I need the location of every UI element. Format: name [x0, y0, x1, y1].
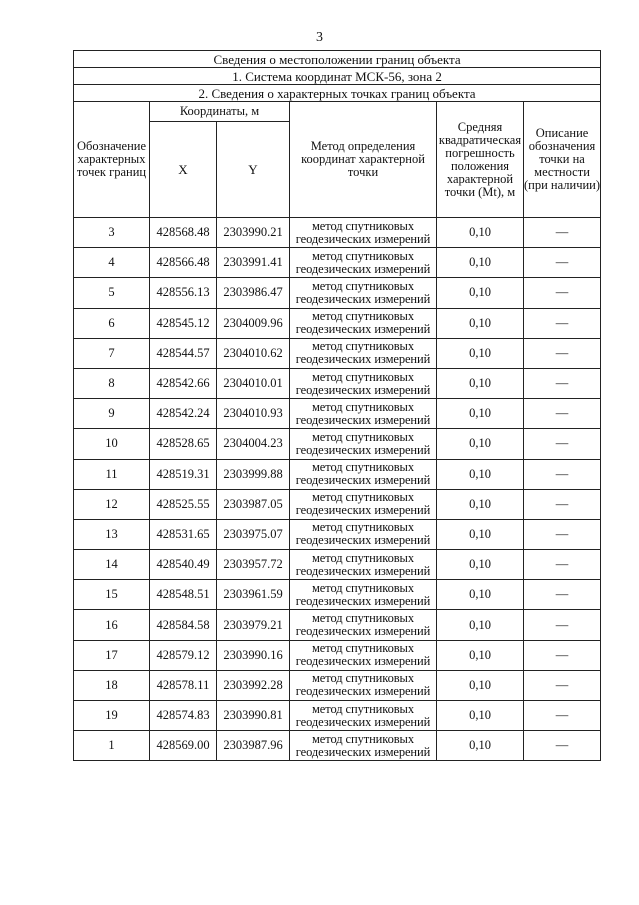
point-id: 14	[74, 550, 150, 580]
method-line-1: метод спутниковых	[312, 490, 414, 505]
method-line-1: метод спутниковых	[312, 611, 414, 626]
error-value: 0,10	[437, 640, 524, 670]
point-id: 5	[74, 278, 150, 308]
description: —	[524, 338, 601, 368]
method-line-2: геодезических измерений	[295, 503, 431, 518]
coord-x: 428545.12	[150, 308, 217, 338]
error-value: 0,10	[437, 670, 524, 700]
coord-y: 2303979.21	[217, 610, 290, 640]
coord-x: 428574.83	[150, 701, 217, 731]
header-y: Y	[217, 122, 290, 218]
error-value: 0,10	[437, 489, 524, 519]
table-row	[74, 459, 601, 489]
method-line-1: метод спутниковых	[312, 218, 414, 233]
method-line-2: геодезических измерений	[295, 714, 431, 729]
coord-x: 428542.66	[150, 368, 217, 398]
header-error: Средняя квадратическая погрешность положения характерной точки (Mt), м	[437, 102, 524, 218]
page-number: 3	[316, 30, 323, 45]
error-value: 0,10	[437, 459, 524, 489]
coordinate-system: 1. Система координат МСК-56, зона 2	[74, 68, 601, 85]
method-line-2: геодезических измерений	[295, 382, 431, 397]
method-line-2: геодезических измерений	[295, 412, 431, 427]
method-line-1: метод спутниковых	[312, 278, 414, 293]
table-row	[74, 248, 601, 278]
table-row	[74, 580, 601, 610]
method	[290, 580, 437, 610]
method-line-2: геодезических измерений	[295, 473, 431, 488]
coord-x: 428544.57	[150, 338, 217, 368]
description: —	[524, 368, 601, 398]
method-line-2: геодезических измерений	[295, 593, 431, 608]
coord-x: 428542.24	[150, 399, 217, 429]
coord-y: 2303961.59	[217, 580, 290, 610]
coord-x: 428525.55	[150, 489, 217, 519]
coord-y: 2303992.28	[217, 670, 290, 700]
header-coordinates: Координаты, м	[150, 102, 290, 122]
point-id: 15	[74, 580, 150, 610]
table-row	[74, 640, 601, 670]
method	[290, 489, 437, 519]
method-line-1: метод спутниковых	[312, 339, 414, 354]
method-line-1: метод спутниковых	[312, 641, 414, 656]
point-id: 9	[74, 399, 150, 429]
coord-y: 2303975.07	[217, 519, 290, 549]
method	[290, 338, 437, 368]
point-id: 12	[74, 489, 150, 519]
error-value: 0,10	[437, 248, 524, 278]
error-value: 0,10	[437, 550, 524, 580]
method-line-2: геодезических измерений	[295, 352, 431, 367]
error-value: 0,10	[437, 278, 524, 308]
method-line-1: метод спутниковых	[312, 309, 414, 324]
coord-x: 428584.58	[150, 610, 217, 640]
description: —	[524, 580, 601, 610]
coord-x: 428568.48	[150, 218, 217, 248]
table-row	[74, 731, 601, 761]
description: —	[524, 399, 601, 429]
table-row	[74, 550, 601, 580]
method-line-1: метод спутниковых	[312, 460, 414, 475]
description: —	[524, 489, 601, 519]
header-designation: Обозначение характерных точек границ	[74, 102, 150, 218]
point-id: 10	[74, 429, 150, 459]
method	[290, 731, 437, 761]
table-row	[74, 489, 601, 519]
method	[290, 610, 437, 640]
coord-y: 2304010.93	[217, 399, 290, 429]
point-id: 4	[74, 248, 150, 278]
method-line-2: геодезических измерений	[295, 533, 431, 548]
coord-x: 428540.49	[150, 550, 217, 580]
description: —	[524, 610, 601, 640]
description: —	[524, 429, 601, 459]
coord-y: 2304010.01	[217, 368, 290, 398]
error-value: 0,10	[437, 429, 524, 459]
error-value: 0,10	[437, 218, 524, 248]
method-line-2: геодезических измерений	[295, 654, 431, 669]
description: —	[524, 218, 601, 248]
method-line-2: геодезических измерений	[295, 563, 431, 578]
coord-x: 428528.65	[150, 429, 217, 459]
description: —	[524, 278, 601, 308]
table-row	[74, 308, 601, 338]
method-line-1: метод спутниковых	[312, 369, 414, 384]
point-id: 11	[74, 459, 150, 489]
table-row	[74, 701, 601, 731]
description: —	[524, 731, 601, 761]
coordinate-system-row	[74, 68, 601, 85]
table-row	[74, 610, 601, 640]
table-title-row	[74, 51, 601, 68]
error-value: 0,10	[437, 580, 524, 610]
header-method: Метод определения координат характерной точки	[290, 102, 437, 218]
coord-y: 2303990.16	[217, 640, 290, 670]
method-line-2: геодезических измерений	[295, 684, 431, 699]
header-row-1	[74, 102, 601, 122]
table-row	[74, 218, 601, 248]
point-id: 7	[74, 338, 150, 368]
method-line-2: геодезических измерений	[295, 624, 431, 639]
points-section-title: 2. Сведения о характерных точках границ объекта	[74, 85, 601, 102]
error-value: 0,10	[437, 308, 524, 338]
method-line-1: метод спутниковых	[312, 701, 414, 716]
coord-x: 428556.13	[150, 278, 217, 308]
table-row	[74, 399, 601, 429]
method	[290, 701, 437, 731]
method	[290, 248, 437, 278]
error-value: 0,10	[437, 519, 524, 549]
method	[290, 429, 437, 459]
points-section-row	[74, 85, 601, 102]
header-x: X	[150, 122, 217, 218]
description: —	[524, 701, 601, 731]
method-line-2: геодезических измерений	[295, 261, 431, 276]
table-row	[74, 670, 601, 700]
method-line-1: метод спутниковых	[312, 248, 414, 263]
method-line-1: метод спутниковых	[312, 429, 414, 444]
method	[290, 640, 437, 670]
table-row	[74, 278, 601, 308]
coord-y: 2304004.23	[217, 429, 290, 459]
error-value: 0,10	[437, 701, 524, 731]
method-line-1: метод спутниковых	[312, 399, 414, 414]
method-line-1: метод спутниковых	[312, 550, 414, 565]
coord-x: 428566.48	[150, 248, 217, 278]
description: —	[524, 519, 601, 549]
error-value: 0,10	[437, 368, 524, 398]
coord-y: 2303986.47	[217, 278, 290, 308]
method-line-2: геодезических измерений	[295, 744, 431, 759]
table-row	[74, 338, 601, 368]
coord-y: 2304009.96	[217, 308, 290, 338]
method	[290, 368, 437, 398]
coord-x: 428578.11	[150, 670, 217, 700]
coord-x: 428569.00	[150, 731, 217, 761]
point-id: 13	[74, 519, 150, 549]
description: —	[524, 459, 601, 489]
coord-y: 2303957.72	[217, 550, 290, 580]
description: —	[524, 248, 601, 278]
method	[290, 670, 437, 700]
coord-y: 2303987.05	[217, 489, 290, 519]
table-title: Сведения о местоположении границ объекта	[74, 51, 601, 68]
description: —	[524, 640, 601, 670]
coord-y: 2303990.81	[217, 701, 290, 731]
coord-x: 428579.12	[150, 640, 217, 670]
error-value: 0,10	[437, 731, 524, 761]
point-id: 1	[74, 731, 150, 761]
method-line-1: метод спутниковых	[312, 520, 414, 535]
method	[290, 550, 437, 580]
point-id: 8	[74, 368, 150, 398]
coord-y: 2304010.62	[217, 338, 290, 368]
point-id: 6	[74, 308, 150, 338]
table-row	[74, 519, 601, 549]
method	[290, 519, 437, 549]
point-id: 3	[74, 218, 150, 248]
header-description: Описание обозначения точки на местности (при наличии)	[524, 102, 601, 218]
coord-x: 428519.31	[150, 459, 217, 489]
error-value: 0,10	[437, 338, 524, 368]
method-line-1: метод спутниковых	[312, 731, 414, 746]
coord-y: 2303990.21	[217, 218, 290, 248]
boundary-table	[73, 50, 601, 761]
error-value: 0,10	[437, 610, 524, 640]
method	[290, 278, 437, 308]
table-row	[74, 429, 601, 459]
method	[290, 218, 437, 248]
table-row	[74, 368, 601, 398]
method-line-1: метод спутниковых	[312, 671, 414, 686]
coord-x: 428548.51	[150, 580, 217, 610]
method-line-2: геодезических измерений	[295, 291, 431, 306]
description: —	[524, 550, 601, 580]
coord-y: 2303987.96	[217, 731, 290, 761]
method	[290, 308, 437, 338]
coord-y: 2303999.88	[217, 459, 290, 489]
method-line-2: геодезических измерений	[295, 442, 431, 457]
point-id: 17	[74, 640, 150, 670]
error-value: 0,10	[437, 399, 524, 429]
point-id: 19	[74, 701, 150, 731]
method-line-2: геодезических измерений	[295, 322, 431, 337]
description: —	[524, 670, 601, 700]
method	[290, 459, 437, 489]
point-id: 18	[74, 670, 150, 700]
point-id: 16	[74, 610, 150, 640]
method	[290, 399, 437, 429]
coord-x: 428531.65	[150, 519, 217, 549]
table-body	[74, 218, 601, 761]
description: —	[524, 308, 601, 338]
coord-y: 2303991.41	[217, 248, 290, 278]
method-line-2: геодезических измерений	[295, 231, 431, 246]
method-line-1: метод спутниковых	[312, 580, 414, 595]
